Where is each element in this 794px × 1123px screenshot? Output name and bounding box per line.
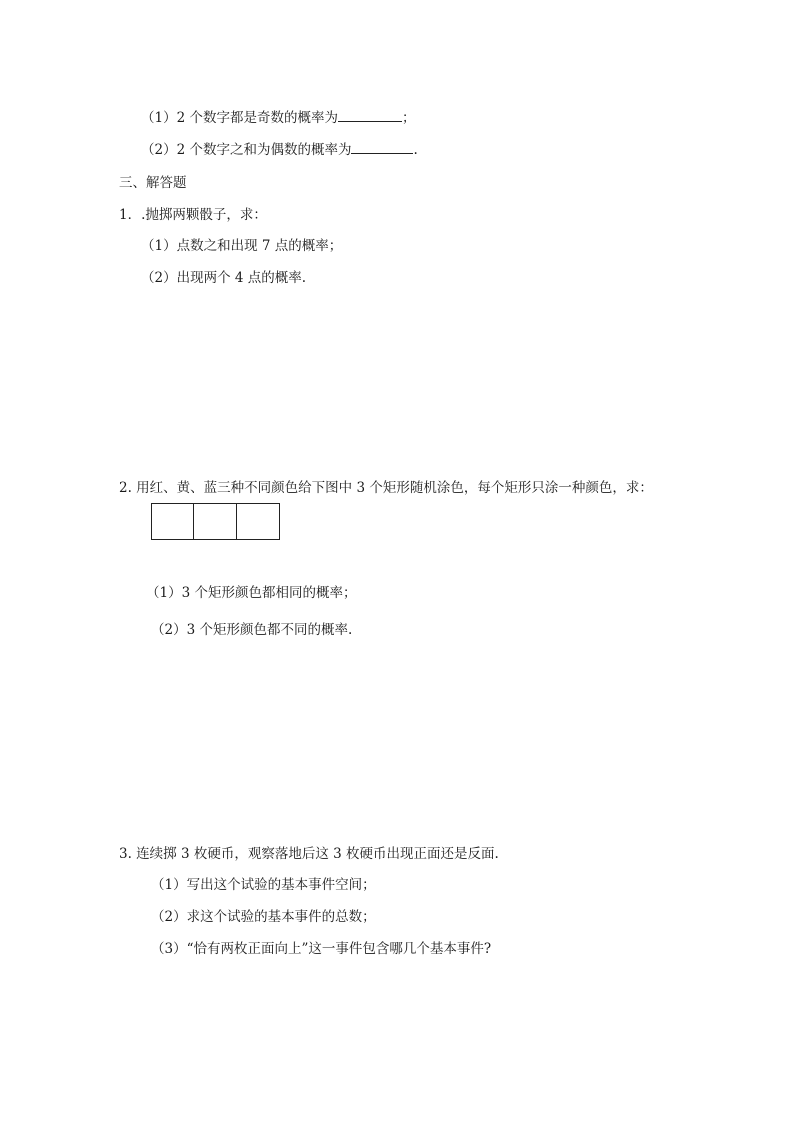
question-3-stem: 3. 连续掷 3 枚硬币，观察落地后这 3 枚硬币出现正面还是反面. (119, 846, 499, 862)
answer-blank[interactable] (351, 141, 413, 154)
rectangle-figure (151, 503, 280, 540)
item-text: （2）2 个数字之和为偶数的概率为 (141, 142, 352, 158)
rectangle-3 (236, 503, 280, 540)
item-text: （1）2 个数字都是奇数的概率为 (141, 110, 338, 126)
question-2-stem: 2. 用红、黄、蓝三种不同颜色给下图中 3 个矩形随机涂色，每个矩形只涂一种颜色，求： (119, 480, 653, 496)
fill-blank-item-1 (141, 109, 415, 127)
question-2-part-2: （2）3 个矩形颜色都不同的概率. (151, 622, 353, 638)
question-1-part-1: （1）点数之和出现 7 点的概率； (141, 238, 343, 254)
item-punctuation: ； (401, 110, 416, 126)
question-3-part-1: （1）写出这个试验的基本事件空间； (151, 877, 376, 893)
question-1-part-2: （2）出现两个 4 点的概率. (141, 270, 307, 286)
question-3-part-3: （3）“恰有两枚正面向上”这一事件包含哪几个基本事件? (151, 941, 492, 957)
item-punctuation: . (413, 142, 418, 158)
question-3-part-2: （2）求这个试验的基本事件的总数； (151, 909, 376, 925)
section-heading: 三、解答题 (119, 175, 187, 191)
fill-blank-item-2 (141, 141, 418, 159)
rectangle-2 (193, 503, 237, 540)
question-1-stem: 1．.抛掷两颗骰子，求： (119, 207, 267, 223)
rectangle-1 (151, 503, 194, 540)
answer-blank[interactable] (338, 109, 402, 122)
question-2-part-1: （1）3 个矩形颜色都相同的概率； (146, 585, 357, 601)
